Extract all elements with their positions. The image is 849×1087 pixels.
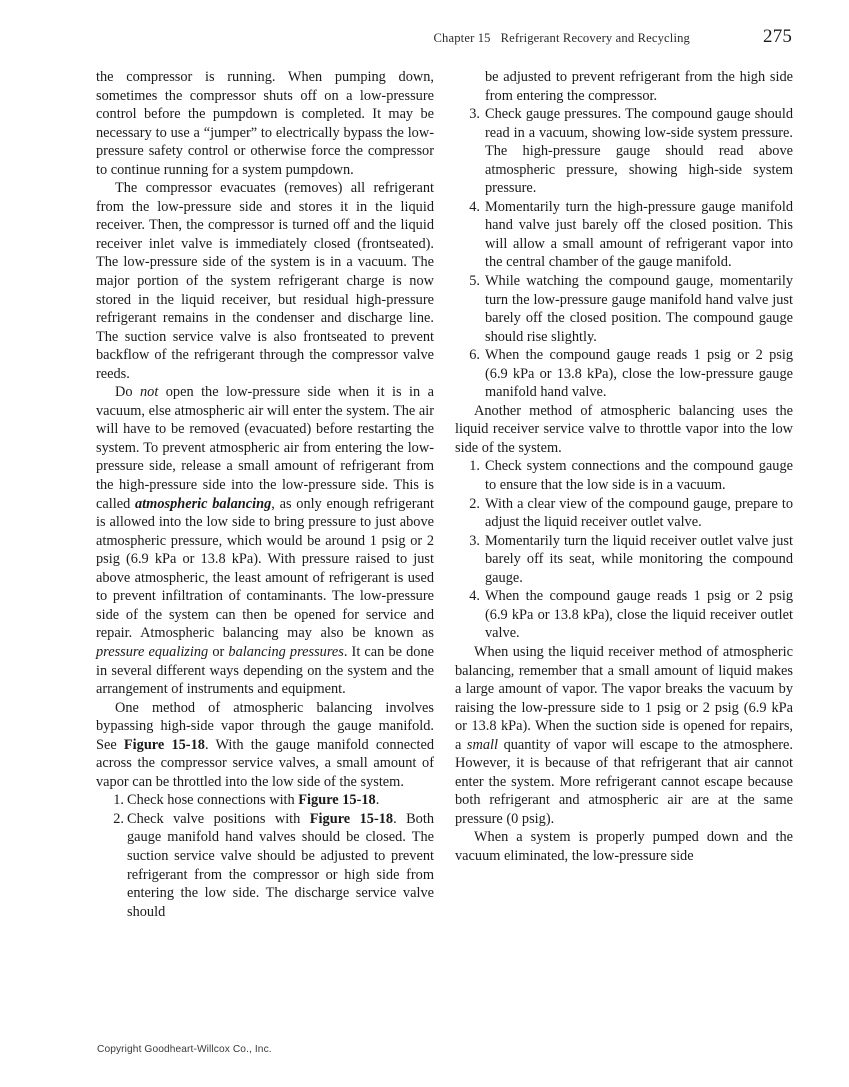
figure-reference: Figure 15-18 xyxy=(298,792,376,809)
list-item xyxy=(455,272,793,346)
list-item xyxy=(455,105,793,198)
list-item xyxy=(455,587,793,643)
text-run: With a clear view of the compound gauge, prepare to adjust the liquid receiver outlet valve. xyxy=(485,495,793,531)
text-run: . With the gauge manifold connected across the compressor service valves, a small amount of vapor can be throttled into the low side of the system. xyxy=(96,736,435,790)
text-run: . Both gauge manifold hand valves should be closed. The suction service valve should be adjusted to prevent refrigerant from the compressor or high side from entering the low side. The discharge service valve should xyxy=(127,810,435,920)
list-item-number: 4. xyxy=(469,588,480,605)
text-run: Check hose connections with xyxy=(127,792,299,809)
procedure-list-gauge-manifold xyxy=(96,791,434,921)
text-run: Check valve positions with xyxy=(127,810,310,827)
right-column xyxy=(455,68,793,866)
text-run: , as only enough refrigerant is allowed into the low side to bring pressure to just above atmospheric pressure, which would be around 1 psig or 2 psig (6.9 kPa or 13.8 kPa). With pressure raised to just above atmospheric, the least amount of refrigerant is used to prevent infiltration of contaminants. The low-pressure side of the system can then be opened for service and repair. Atmospheric balancing may also be known as xyxy=(96,495,435,642)
list-item xyxy=(455,198,793,272)
left-column xyxy=(96,68,434,921)
emphasis-not: not xyxy=(139,384,159,401)
list-item-number: 4. xyxy=(469,198,480,215)
list-item-number: 2. xyxy=(469,495,480,512)
chapter-title: Refrigerant Recovery and Recycling xyxy=(500,31,690,45)
figure-reference: Figure 15-18 xyxy=(123,736,205,753)
procedure-list-liquid-receiver xyxy=(455,457,793,642)
text-run: When the compound gauge reads 1 psig or 2 psig (6.9 kPa or 13.8 kPa), close the liquid receiver outlet valve. xyxy=(485,588,793,642)
copyright-notice: Copyright Goodheart-Willcox Co., Inc. xyxy=(97,1044,272,1055)
list-item xyxy=(455,495,793,532)
paragraph-another-method: Another method of atmospheric balancing uses the liquid receiver service valve to throttle vapor into the low side of the system. xyxy=(455,402,793,456)
list-item-number: 3. xyxy=(469,106,480,123)
text-run: Momentarily turn the high-pressure gauge manifold hand valve just barely off the closed position. This will allow a small amount of refrigerant vapor into the central chamber of the gauge manifold. xyxy=(485,198,793,271)
page-number: 275 xyxy=(763,26,792,47)
term-balancing-pressures: balancing pressures xyxy=(228,643,344,660)
list-item xyxy=(455,532,793,588)
text-run: One method of atmospheric balancing involves bypassing high-side vapor through the gauge manifold. See xyxy=(96,699,434,753)
text-run: When using the liquid receiver method of atmospheric balancing, remember that a small amount of liquid makes a large amount of vapor. The vapor breaks the vacuum by raising the low-pressure side to 1 psig or 2 psig (6.9 kPa or 13.8 kPa). When the suction side is opened for repairs, a xyxy=(455,643,793,753)
body-columns xyxy=(96,68,793,1016)
list-item-number: 1. xyxy=(113,792,124,809)
paragraph-continuation: the compressor is running. When pumping down, sometimes the compressor shuts off on a low-pressure control before the pumpdown is completed. It may be necessary to use a “jumper” to electrically bypass the low-pressure safety control or otherwise force the compressor to continue running for a system pumpdown. xyxy=(96,69,434,178)
list-item-number: 3. xyxy=(469,532,480,549)
emphasis-small: small xyxy=(466,736,499,753)
text-run: open the low-pressure side when it is in a vacuum, else atmospheric air will enter the system. The air will have to be removed (evacuated) before restarting the system. To prevent atmospheric air from entering the low-pressure side, release a small amount of refrigerant from the high-pressure side into the low-pressure side. This is called xyxy=(96,384,434,512)
text-run: Momentarily turn the liquid receiver outlet valve just barely off its seat, while monitoring the compound gauge. xyxy=(485,532,793,586)
text-run: When the compound gauge reads 1 psig or 2 psig (6.9 kPa or 13.8 kPa), close the low-pressure gauge manifold hand valve. xyxy=(485,347,793,401)
list-item-continuation xyxy=(455,68,793,105)
paragraph-when-using xyxy=(455,643,793,828)
list-item xyxy=(96,791,434,810)
text-run: . It can be done in several different ways depending on the system and the arrangement of instruments and equipment. xyxy=(96,643,434,698)
text-run: Check gauge pressures. The compound gauge should read in a vacuum, showing low-side system pressure. The high-pressure gauge should read above atmospheric pressure, showing high-side system pressure. xyxy=(485,106,793,197)
list-item-number: 6. xyxy=(469,347,480,364)
paragraph-one-method xyxy=(96,699,434,792)
text-run: Do xyxy=(115,384,140,401)
text-run: be adjusted to prevent refrigerant from the high side from entering the compressor. xyxy=(485,69,793,104)
list-item xyxy=(455,457,793,494)
term-pressure-equalizing: pressure equalizing xyxy=(96,643,209,660)
paragraph: The compressor evacuates (removes) all refrigerant from the low-pressure side and stores it in the liquid receiver. Then, the compressor is turned off and the liquid receiver inlet valve is immediately closed (frontseated). The low-pressure side of the system is in a vacuum. The major portion of the system refrigerant charge is now stored in the liquid receiver, but residual high-pressure refrigerant remains in the condenser and discharge line. The suction service valve is also frontseated to prevent backflow of the refrigerant through the compressor valve reeds. xyxy=(96,180,434,382)
list-item-number: 2. xyxy=(113,810,124,827)
running-head xyxy=(96,26,792,48)
paragraph-when-pumped-down: When a system is properly pumped down and the vacuum eliminated, the low-pressure side xyxy=(455,829,793,864)
term-atmospheric-balancing: atmospheric balancing xyxy=(135,495,272,512)
text-run: Check system connections and the compound gauge to ensure that the low side is in a vacuum. xyxy=(485,458,793,494)
list-item-number: 1. xyxy=(469,458,480,475)
text-run: . xyxy=(375,792,380,809)
list-item xyxy=(96,810,434,921)
list-item xyxy=(455,346,793,402)
paragraph-atmospheric-balancing xyxy=(96,383,434,698)
text-run: or xyxy=(208,643,229,660)
figure-reference: Figure 15-18 xyxy=(309,810,394,827)
chapter-label: Chapter 15 xyxy=(433,31,491,45)
text-run: While watching the compound gauge, momentarily turn the low-pressure gauge manifold hand valve just barely off the closed position. The compound gauge should rise slightly. xyxy=(485,273,793,345)
list-item-number: 5. xyxy=(469,273,480,290)
text-run: quantity of vapor will escape to the atmosphere. However, it is because of that refrigerant that air cannot enter the system. More refrigerant cannot escape because both refrigerant and atmospheric air are at the same pressure (0 psig). xyxy=(455,736,793,827)
procedure-list-gauge-manifold-continued xyxy=(455,68,793,402)
